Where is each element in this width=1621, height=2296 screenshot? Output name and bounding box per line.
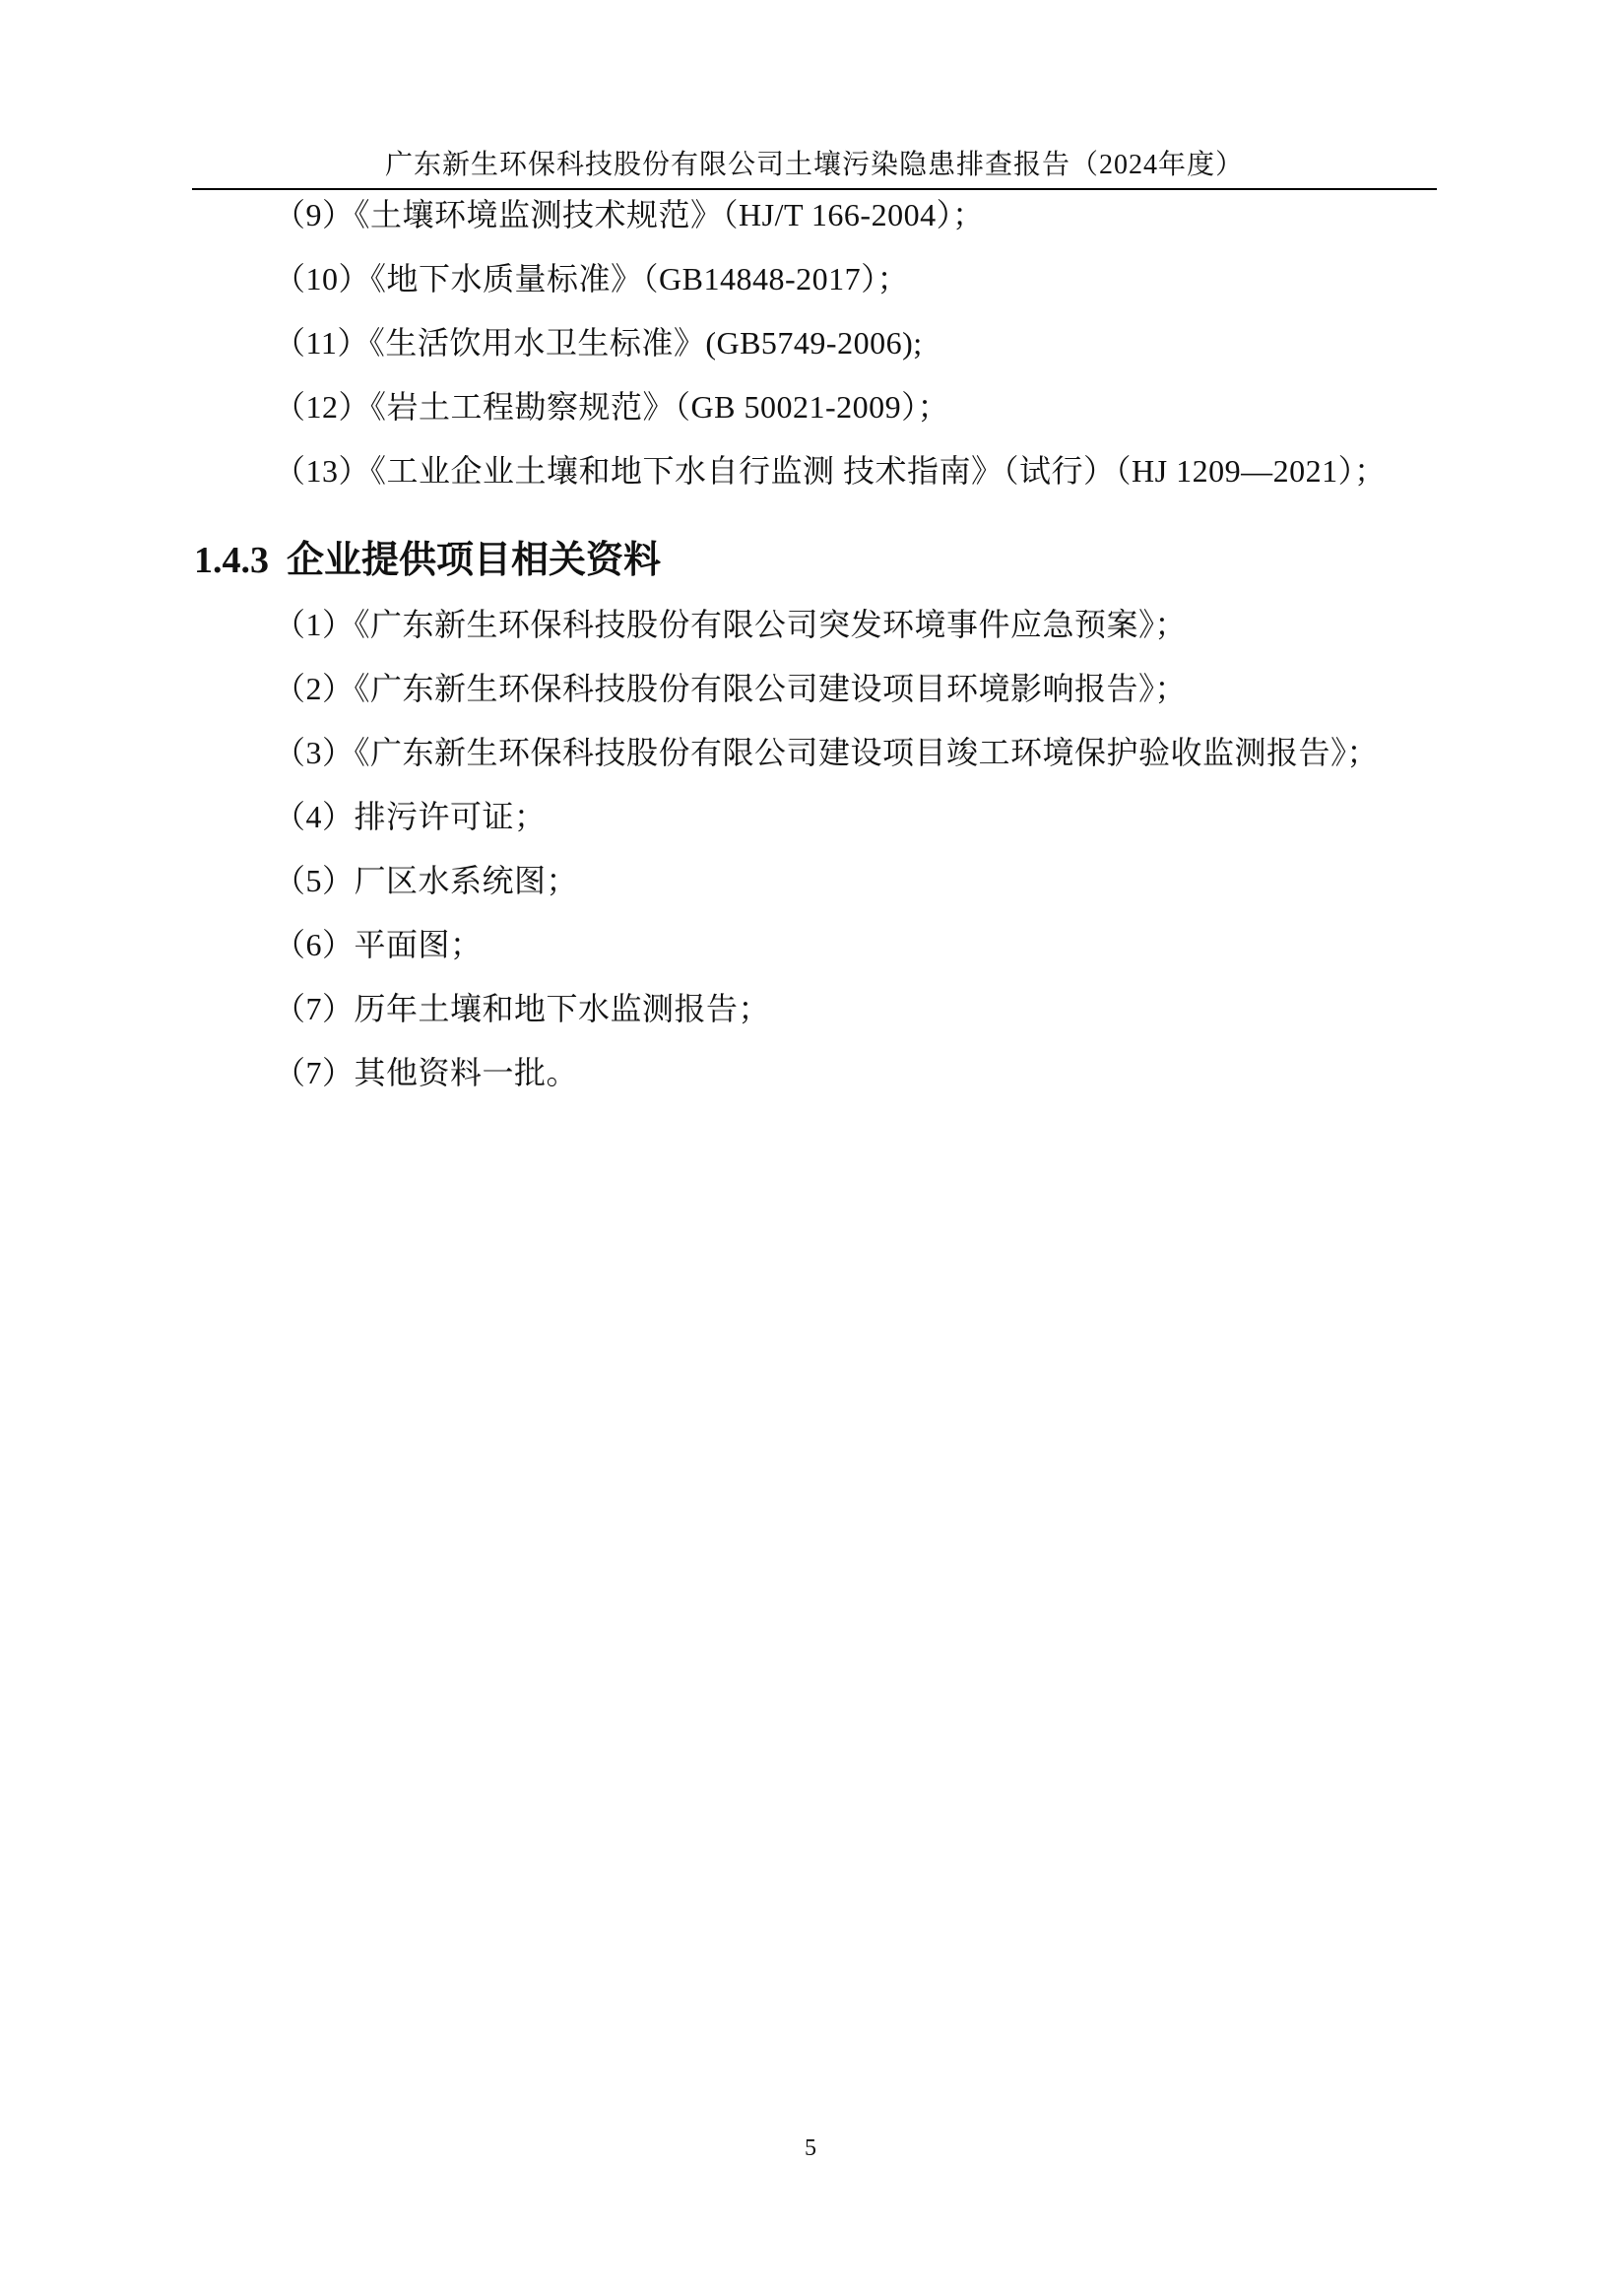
section-heading — [194, 538, 661, 583]
material-item-4: （4）排污许可证； — [274, 799, 547, 834]
reference-item-10: （10）《地下水质量标准》（GB14848-2017）； — [274, 261, 910, 296]
header-divider — [192, 188, 1437, 190]
material-item-1: （1）《广东新生环保科技股份有限公司突发环境事件应急预案》； — [274, 607, 1188, 642]
section-title: 企业提供项目相关资料 — [287, 540, 662, 581]
material-item-3: （3）《广东新生环保科技股份有限公司建设项目竣工环境保护验收监测报告》； — [274, 735, 1380, 770]
reference-item-9: （9）《土壤环境监测技术规范》（HJ/T 166-2004）； — [274, 197, 985, 232]
reference-item-12: （12）《岩土工程勘察规范》（GB 50021-2009）； — [274, 389, 950, 425]
reference-item-13: （13）《工业企业土壤和地下水自行监测 技术指南》（试行）（HJ 1209—2021）； — [274, 453, 1387, 489]
page-number: 5 — [805, 2135, 816, 2161]
material-item-2: （2）《广东新生环保科技股份有限公司建设项目环境影响报告》； — [274, 671, 1188, 706]
header-title: 广东新生环保科技股份有限公司土壤污染隐患排查报告（2024年度） — [384, 150, 1244, 180]
material-item-6: （6）平面图； — [274, 927, 483, 962]
section-number: 1.4.3 — [194, 540, 269, 581]
reference-item-11: （11）《生活饮用水卫生标准》(GB5749-2006); — [274, 325, 923, 361]
material-item-8: （7）其他资料一批。 — [274, 1055, 579, 1090]
material-item-7: （7）历年土壤和地下水监测报告； — [274, 991, 771, 1026]
material-item-5: （5）厂区水系统图； — [274, 863, 579, 898]
